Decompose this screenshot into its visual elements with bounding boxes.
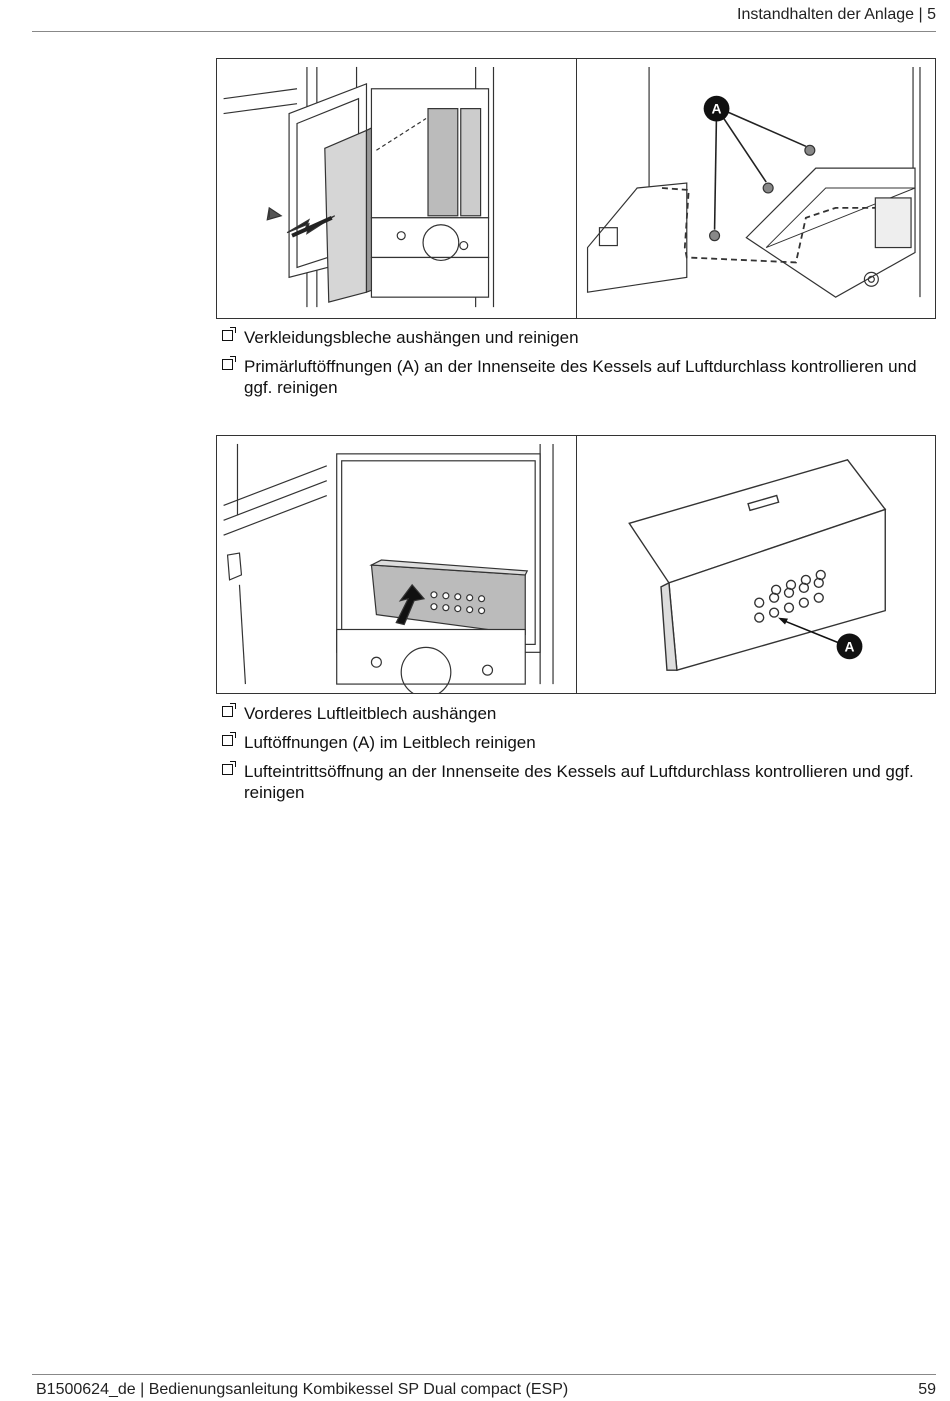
callout-a-label: A bbox=[711, 100, 722, 117]
footer-divider bbox=[32, 1374, 936, 1375]
footer-document-title: B1500624_de | Bedienungsanleitung Kombikessel SP Dual compact (ESP) bbox=[36, 1381, 569, 1398]
step-text: Primärluftöffnungen (A) an der Innenseite des Kessels auf Luftdurchlass kontrollieren und ggf. reinigen bbox=[244, 357, 917, 397]
step-text: Vorderes Luftleitblech aushängen bbox=[244, 704, 497, 723]
running-header: Instandhalten der Anlage | 5 bbox=[737, 6, 936, 23]
figure-2-baffle-plate-illustration bbox=[576, 436, 936, 693]
checkbox-icon bbox=[222, 706, 233, 717]
checkbox-icon bbox=[222, 764, 233, 775]
step-list-2 bbox=[222, 703, 934, 811]
header-divider bbox=[32, 31, 936, 32]
figure-1-door-illustration bbox=[217, 59, 576, 318]
checkbox-icon bbox=[222, 359, 233, 370]
list-item bbox=[222, 732, 934, 753]
list-item bbox=[222, 761, 934, 803]
figure-1 bbox=[216, 58, 936, 319]
step-text: Lufteintrittsöffnung an der Innenseite des Kessels auf Luftdurchlass kontrollieren und ggf. reinigen bbox=[244, 762, 914, 802]
checkbox-icon bbox=[222, 330, 233, 341]
step-list-1 bbox=[222, 327, 934, 406]
figure-2 bbox=[216, 435, 936, 694]
list-item bbox=[222, 327, 934, 348]
list-item bbox=[222, 356, 934, 398]
figure-2-baffle-illustration bbox=[217, 436, 576, 693]
page-number: 59 bbox=[918, 1381, 936, 1398]
list-item bbox=[222, 703, 934, 724]
figure-1-air-openings-illustration bbox=[576, 59, 936, 318]
callout-a-label: A bbox=[844, 638, 855, 655]
step-text: Verkleidungsbleche aushängen und reinigen bbox=[244, 328, 579, 347]
step-text: Luftöffnungen (A) im Leitblech reinigen bbox=[244, 733, 536, 752]
checkbox-icon bbox=[222, 735, 233, 746]
